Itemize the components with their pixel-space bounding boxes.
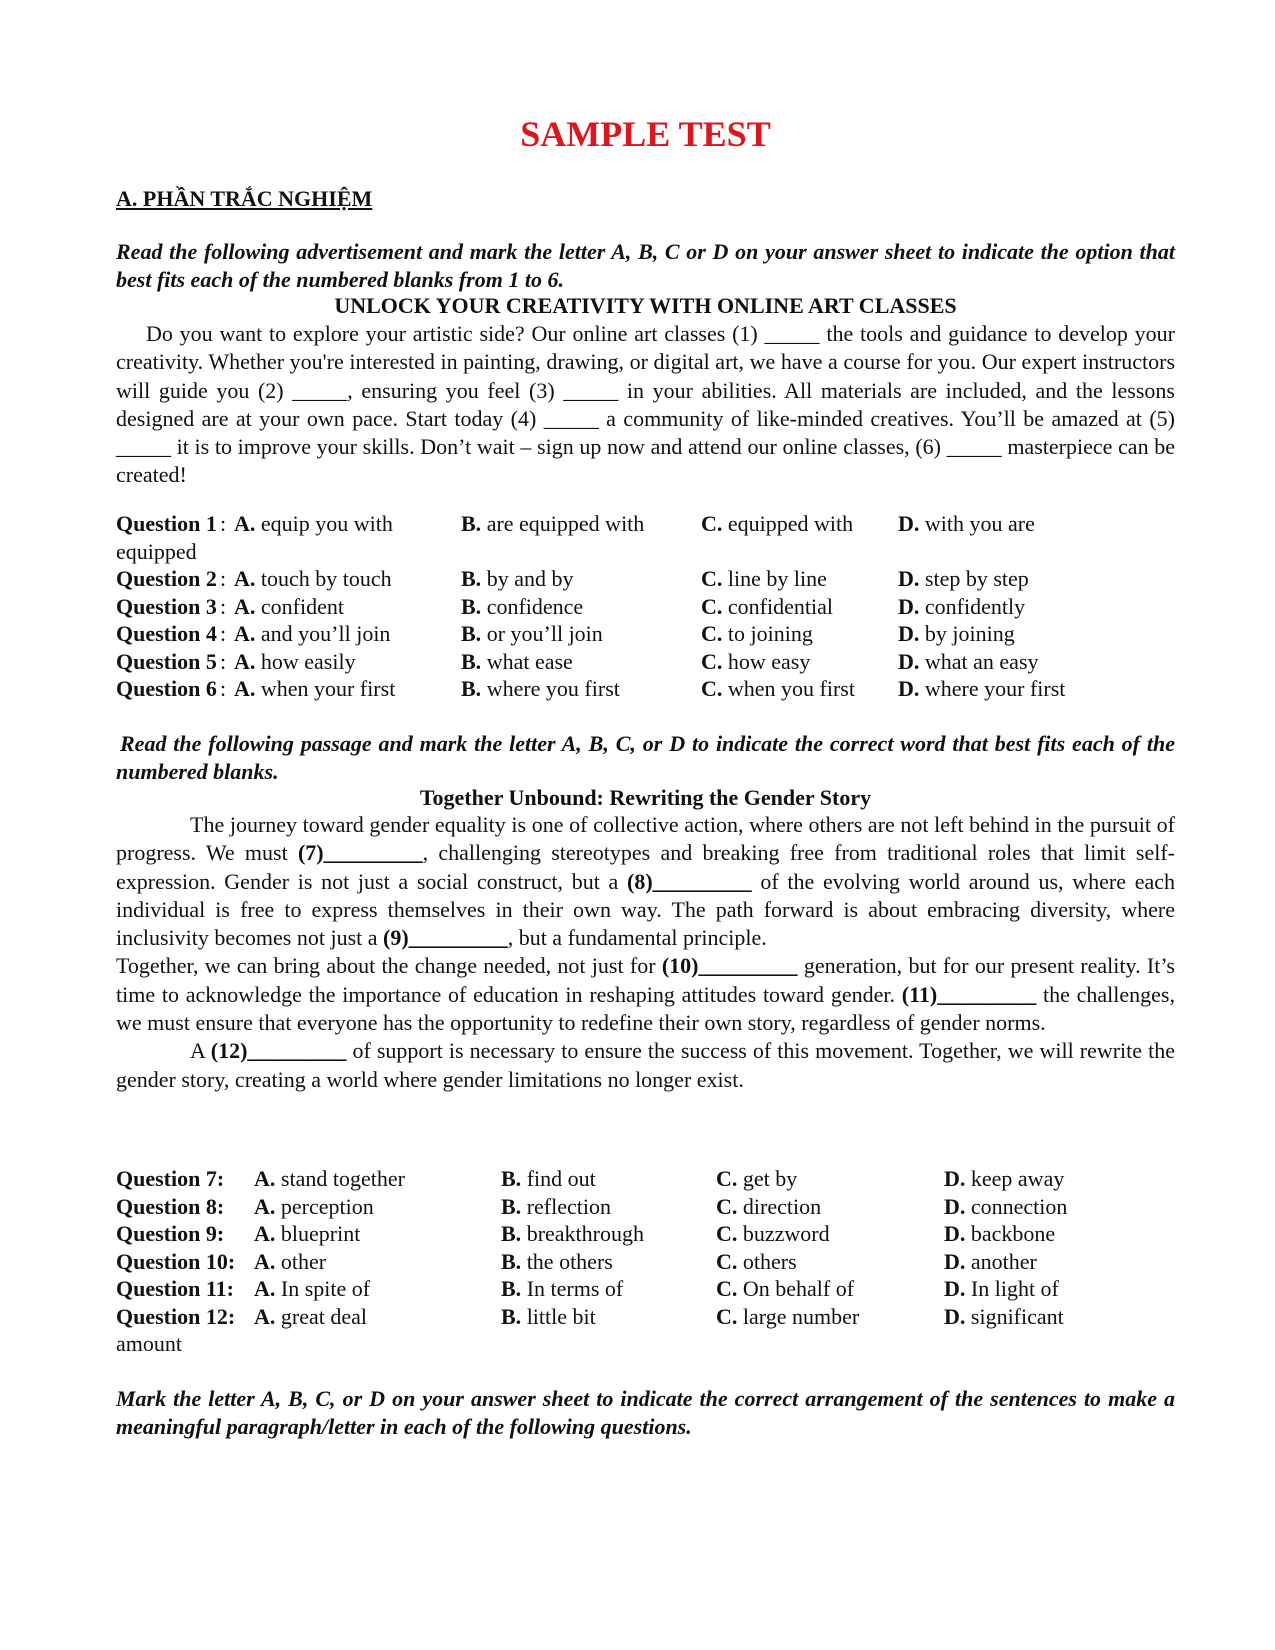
passage-text: of the evolving world around us, where each individual is free to express themselves in their own way. The path forward is about embracing diversity, where inclusivity becomes not just a [116, 868, 1175, 951]
option-text: backbone [965, 1221, 1056, 1246]
question-label: Question 4 [116, 621, 217, 646]
option-c[interactable] [701, 565, 827, 593]
option-a[interactable] [234, 593, 344, 621]
option-letter: C. [716, 1166, 738, 1191]
option-b[interactable] [501, 1275, 623, 1303]
option-text: other [275, 1248, 327, 1274]
option-letter: C. [701, 593, 723, 619]
option-a-wrap: equipped [116, 538, 197, 564]
option-text: reflection [521, 1193, 611, 1219]
question-row [116, 648, 1175, 676]
option-b[interactable] [461, 593, 583, 621]
part2-passage [116, 811, 1175, 1094]
option-b[interactable] [501, 1248, 613, 1276]
part1-passage-text: Do you want to explore your artistic side? Our online art classes (1) _____ the tools and guidance to develop your creativity. Whether you're interested in painting, drawing, or digital art, we have a course for you. Our expert instructors will guide you (2) _____, ensuring you feel (3) _____ in your abilities. All materials are included, and the lessons designed are at your own pace. Start today (4) _____ a community of like-minded creatives. You’ll be amazed at (5) _____ it is to improve your skills. Don’t wait – sign up now and attend our online classes, (6) _____ masterpiece can be created! [116, 321, 1175, 488]
question-label: Question 5 [116, 648, 217, 674]
option-text: In terms of [521, 1276, 624, 1301]
option-text: how easily [255, 648, 356, 674]
option-b[interactable] [461, 620, 603, 648]
option-text: get by [737, 1166, 798, 1191]
option-text: confidential [722, 593, 833, 619]
part1-heading: UNLOCK YOUR CREATIVITY WITH ONLINE ART CLASSES [334, 293, 957, 318]
option-c[interactable] [701, 675, 855, 703]
blank-10: (10)_________ [661, 953, 798, 979]
option-letter: B. [501, 1193, 522, 1219]
passage-text: A [190, 1038, 211, 1064]
option-text: direction [737, 1193, 822, 1219]
option-c[interactable] [716, 1275, 854, 1303]
blank-11: (11)_________ [901, 981, 1037, 1007]
option-letter: C. [701, 511, 723, 536]
question-row [116, 675, 1175, 703]
option-letter: C. [716, 1221, 738, 1246]
question-label: Question 10: [116, 1248, 236, 1274]
label-separator: : [220, 648, 227, 674]
option-letter: B. [461, 593, 482, 619]
option-letter: D. [898, 511, 920, 536]
option-d[interactable] [898, 510, 1035, 538]
question-row [116, 593, 1175, 621]
option-b[interactable] [501, 1165, 596, 1193]
option-letter: A. [234, 566, 256, 591]
question-label: Question 2 [116, 566, 217, 591]
option-b[interactable] [461, 648, 573, 676]
passage-text: Together, we can bring about the change needed, not just for [116, 953, 662, 979]
option-c[interactable] [701, 510, 853, 538]
option-letter: B. [461, 676, 482, 701]
passage-text: The journey toward gender equality is one of collective action, where others are not left behind in the pursuit of progress. We must [116, 812, 1175, 866]
option-text: breakthrough [521, 1221, 644, 1246]
option-d[interactable] [898, 565, 1029, 593]
question-row [116, 1165, 1175, 1193]
option-text: when your first [255, 676, 396, 701]
question-label: Question 8: [116, 1193, 225, 1219]
option-text: keep away [965, 1166, 1065, 1191]
option-a[interactable] [254, 1248, 326, 1276]
option-a[interactable] [254, 1193, 374, 1221]
blank-12: (12)_________ [210, 1038, 347, 1064]
part2-paragraph-1 [116, 811, 1175, 952]
option-letter: B. [461, 566, 482, 591]
blank-7: (7)_________ [297, 840, 423, 866]
option-letter: D. [944, 1193, 966, 1219]
option-d[interactable] [944, 1220, 1055, 1248]
option-letter: A. [254, 1303, 276, 1329]
part2-heading: Together Unbound: Rewriting the Gender Story [419, 785, 872, 810]
option-text: line by line [722, 566, 827, 591]
page-title: SAMPLE TEST [520, 114, 771, 154]
question-row [116, 1248, 1175, 1276]
option-d[interactable] [898, 675, 1065, 703]
passage-text: generation, but for our present reality. It’s time to acknowledge the importance of education in reshaping attitudes toward gender. [116, 953, 1175, 1007]
question-label: Question 12: [116, 1303, 236, 1329]
passage-text: , but a fundamental principle. [507, 925, 767, 951]
option-letter: C. [716, 1248, 738, 1274]
option-letter: D. [898, 593, 920, 619]
question-label: Question 9: [116, 1221, 225, 1246]
label-separator: : [220, 621, 227, 646]
option-letter: A. [254, 1276, 276, 1301]
option-letter: A. [254, 1166, 276, 1191]
option-text: In light of [965, 1276, 1059, 1301]
passage-text: of support is necessary to ensure the success of this movement. Together, we will rewrite the gender story, creating a world where gender limitations no longer exist. [116, 1038, 1175, 1092]
blank-9: (9)_________ [383, 925, 508, 951]
option-text: confident [255, 593, 344, 619]
option-letter: A. [234, 676, 256, 701]
option-letter: A. [254, 1248, 276, 1274]
part3-instruction: Mark the letter A, B, C, or D on your answer sheet to indicate the correct arrangement of the sentences to make a meaningful paragraph/letter in each of the following questions. [116, 1386, 1175, 1439]
option-c[interactable] [716, 1193, 821, 1221]
option-text: connection [965, 1193, 1068, 1219]
option-letter: B. [501, 1221, 522, 1246]
option-text: great deal [275, 1303, 367, 1329]
option-text: by joining [919, 621, 1015, 646]
part2-instruction: Read the following passage and mark the letter A, B, C, or D to indicate the correct word that best fits each of the numbered blanks. [116, 731, 1175, 784]
option-text: the others [521, 1248, 613, 1274]
part2-paragraph-2 [116, 952, 1175, 1037]
option-text: equip you with [255, 511, 393, 536]
option-a[interactable] [234, 675, 395, 703]
option-letter: B. [501, 1276, 522, 1301]
option-text: when you first [722, 676, 855, 701]
option-b[interactable] [461, 510, 644, 538]
option-letter: D. [898, 676, 920, 701]
option-a[interactable] [234, 648, 356, 676]
option-text: step by step [919, 566, 1029, 591]
question-label: Question 7: [116, 1166, 225, 1191]
option-d[interactable] [944, 1275, 1059, 1303]
part1-passage [116, 320, 1175, 490]
option-letter: B. [501, 1303, 522, 1329]
label-separator: : [220, 566, 227, 591]
label-separator: : [220, 593, 227, 619]
option-letter: C. [701, 648, 723, 674]
option-letter: C. [716, 1303, 738, 1329]
option-text: others [737, 1248, 797, 1274]
option-c[interactable] [701, 593, 833, 621]
option-d[interactable] [944, 1165, 1064, 1193]
question-label: Question 3 [116, 593, 217, 619]
option-b[interactable] [501, 1220, 644, 1248]
section-heading: A. PHẦN TRẮC NGHIỆM [116, 186, 373, 211]
option-letter: B. [461, 511, 482, 536]
option-letter: C. [701, 621, 723, 646]
option-text: confidence [481, 593, 584, 619]
question-row [116, 565, 1175, 593]
option-letter: B. [501, 1166, 522, 1191]
option-letter: A. [254, 1221, 276, 1246]
question-label: Question 6 [116, 676, 217, 701]
option-letter: B. [461, 621, 482, 646]
option-a-wrap: amount [116, 1331, 182, 1356]
option-text: how easy [722, 648, 811, 674]
option-a[interactable] [234, 565, 392, 593]
option-letter: A. [234, 593, 256, 619]
option-letter: D. [944, 1221, 966, 1246]
option-text: what ease [481, 648, 573, 674]
blank-8: (8)_________ [627, 868, 752, 894]
option-letter: D. [898, 621, 920, 646]
question-row [116, 510, 1175, 538]
passage-text: the challenges, we must ensure that everyone has the opportunity to redefine their own story, regardless of gender norms. [116, 981, 1175, 1036]
option-letter: C. [716, 1193, 738, 1219]
option-a[interactable] [234, 510, 393, 538]
option-letter: A. [234, 648, 256, 674]
option-text: blueprint [275, 1221, 361, 1246]
option-letter: B. [501, 1248, 522, 1274]
label-separator: : [220, 511, 227, 536]
option-text: large number [737, 1303, 860, 1329]
option-text: what an easy [919, 648, 1039, 674]
option-c[interactable] [716, 1220, 830, 1248]
option-a[interactable] [254, 1303, 367, 1331]
option-letter: D. [944, 1276, 966, 1301]
option-c[interactable] [716, 1165, 797, 1193]
option-text: perception [275, 1193, 374, 1219]
option-b[interactable] [461, 675, 620, 703]
question-label: Question 11: [116, 1276, 234, 1301]
option-text: equipped with [722, 511, 854, 536]
question-row [116, 1275, 1175, 1303]
option-c[interactable] [701, 620, 813, 648]
option-text: are equipped with [481, 511, 645, 536]
option-letter: C. [701, 676, 723, 701]
option-text: or you’ll join [481, 621, 603, 646]
question-row [116, 620, 1175, 648]
question-row [116, 1193, 1175, 1221]
option-letter: D. [944, 1248, 966, 1274]
option-letter: D. [944, 1166, 966, 1191]
option-c[interactable] [716, 1303, 859, 1331]
option-d[interactable] [898, 593, 1025, 621]
passage-text: , challenging stereotypes and breaking free from traditional roles that limit self-expression. Gender is not just a social construct, but a [116, 840, 1175, 894]
option-letter: C. [716, 1276, 738, 1301]
option-text: In spite of [275, 1276, 371, 1301]
option-letter: A. [234, 511, 256, 536]
option-text: touch by touch [255, 566, 392, 591]
option-text: with you are [919, 511, 1035, 536]
option-d[interactable] [944, 1193, 1067, 1221]
option-letter: D. [898, 648, 920, 674]
question-label: Question 1 [116, 511, 217, 536]
part1-instruction: Read the following advertisement and mark the letter A, B, C or D on your answer sheet to indicate the option that best fits each of the numbered blanks from 1 to 6. [116, 239, 1175, 292]
option-d[interactable] [944, 1248, 1037, 1276]
option-text: where your first [919, 676, 1066, 701]
option-letter: D. [898, 566, 920, 591]
option-text: confidently [919, 593, 1026, 619]
option-c[interactable] [716, 1248, 797, 1276]
option-text: little bit [521, 1303, 596, 1329]
question-row [116, 1220, 1175, 1248]
option-d[interactable] [944, 1303, 1064, 1331]
option-text: On behalf of [737, 1276, 855, 1301]
option-letter: C. [701, 566, 723, 591]
option-a[interactable] [254, 1165, 405, 1193]
option-letter: A. [234, 621, 256, 646]
option-text: find out [521, 1166, 596, 1191]
option-text: stand together [275, 1166, 405, 1191]
option-text: another [965, 1248, 1037, 1274]
option-letter: D. [944, 1303, 966, 1329]
option-b[interactable] [501, 1303, 596, 1331]
option-d[interactable] [898, 648, 1039, 676]
option-a[interactable] [234, 620, 390, 648]
option-d[interactable] [898, 620, 1015, 648]
option-text: to joining [722, 621, 813, 646]
option-letter: A. [254, 1193, 276, 1219]
option-a[interactable] [254, 1275, 370, 1303]
option-c[interactable] [701, 648, 810, 676]
part2-paragraph-3 [116, 1037, 1175, 1094]
label-separator: : [220, 676, 227, 701]
option-text: buzzword [737, 1221, 830, 1246]
option-b[interactable] [501, 1193, 611, 1221]
option-a[interactable] [254, 1220, 360, 1248]
option-text: where you first [481, 676, 620, 701]
option-text: significant [965, 1303, 1064, 1329]
option-letter: B. [461, 648, 482, 674]
option-b[interactable] [461, 565, 573, 593]
option-text: and you’ll join [255, 621, 391, 646]
question-row [116, 1303, 1175, 1331]
option-text: by and by [481, 566, 574, 591]
